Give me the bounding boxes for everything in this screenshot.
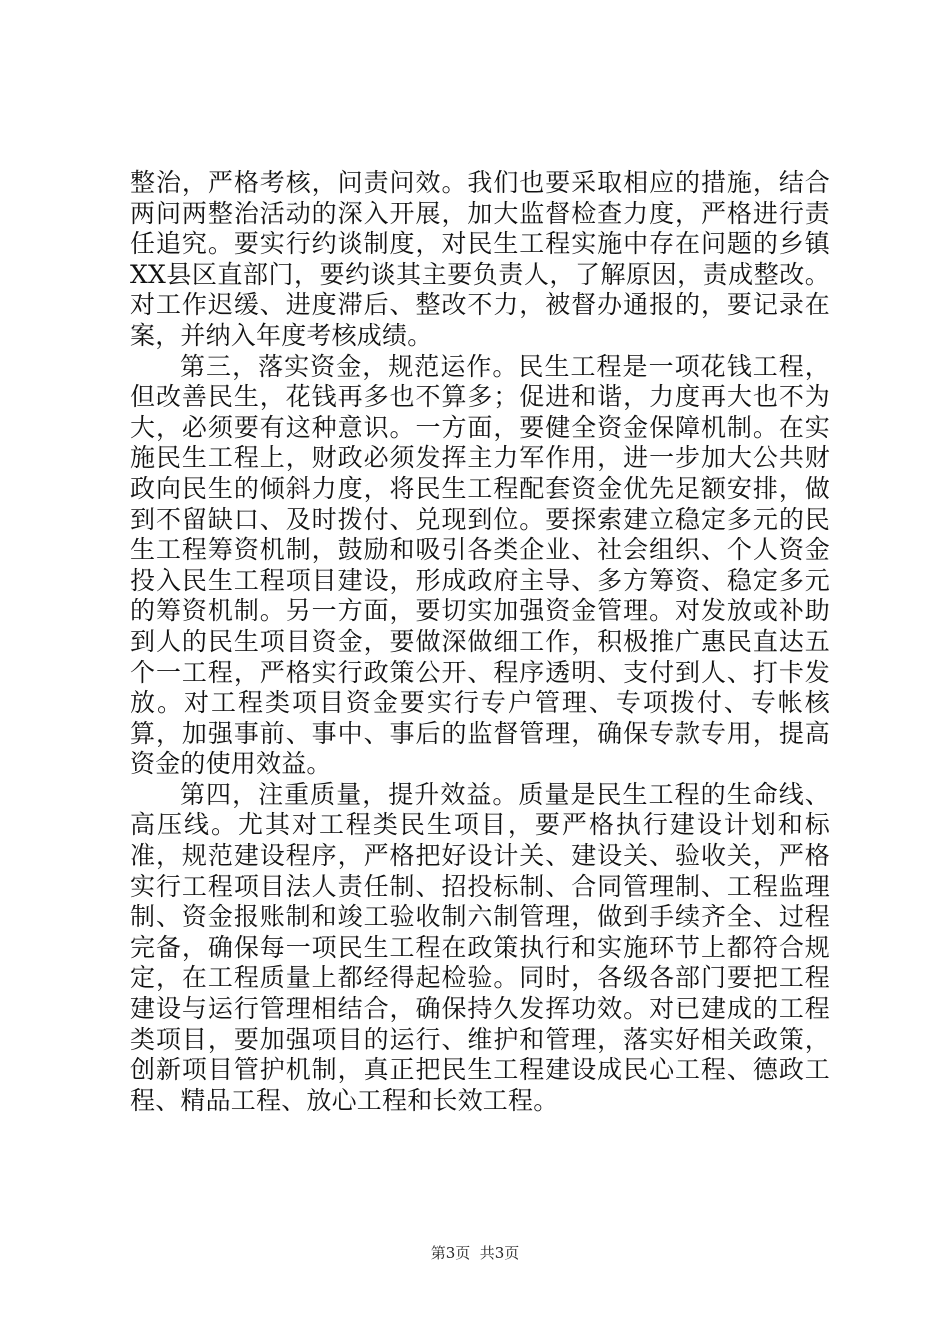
paragraph-3: 第四，注重质量，提升效益。质量是民生工程的生命线、高压线。尤其对工程类民生项目，要严格执行建设计划和标准，规范建设程序，严格把好设计关、建设关、验收关，严格实行工程项目法人责任制、招投标制、合同管理制、工程监理制、资金报账制和竣工验收制六制管理，做到手续齐全、过程完备，确保每一项民生工程在政策执行和实施环节上都符合规定，在工程质量上都经得起检验。同时，各级各部门要把工程建设与运行管理相结合，确保持久发挥功效。对已建成的工程类项目，要加强项目的运行、维护和管理，落实好相关政策，创新项目管护机制，真正把民生工程建设成民心工程、德政工程、精品工程、放心工程和长效工程。	[130, 779, 830, 1115]
paragraph-2: 第三，落实资金，规范运作。民生工程是一项花钱工程，但改善民生，花钱再多也不算多；促进和谐，力度再大也不为大，必须要有这种意识。一方面，要健全资金保障机制。在实施民生工程上，财政必须发挥主力军作用，进一步加大公共财政向民生的倾斜力度，将民生工程配套资金优先足额安排，做到不留缺口、及时拨付、兑现到位。要探索建立稳定多元的民生工程筹资机制，鼓励和吸引各类企业、社会组织、个人资金投入民生工程项目建设，形成政府主导、多方筹资、稳定多元的筹资机制。另一方面，要切实加强资金管理。对发放或补助到人的民生项目资金，要做深做细工作，积极推广惠民直达五个一工程，严格实行政策公开、程序透明、支付到人、打卡发放。对工程类项目资金要实行专户管理、专项拨付、专帐核算，加强事前、事中、事后的监督管理，确保专款专用，提高资金的使用效益。	[130, 351, 830, 779]
page-footer	[0, 1243, 950, 1263]
document-body	[130, 168, 830, 1116]
paragraph-1: 整治，严格考核，问责问效。我们也要采取相应的措施，结合两问两整治活动的深入开展，加大监督检查力度，严格进行责任追究。要实行约谈制度，对民生工程实施中存在问题的乡镇XX县区直部门，要约谈其主要负责人，了解原因，责成整改。对工作迟缓、进度滞后、整改不力，被督办通报的，要记录在案，并纳入年度考核成绩。	[130, 168, 830, 350]
page-number-label: 第3页 共3页	[430, 1244, 520, 1262]
